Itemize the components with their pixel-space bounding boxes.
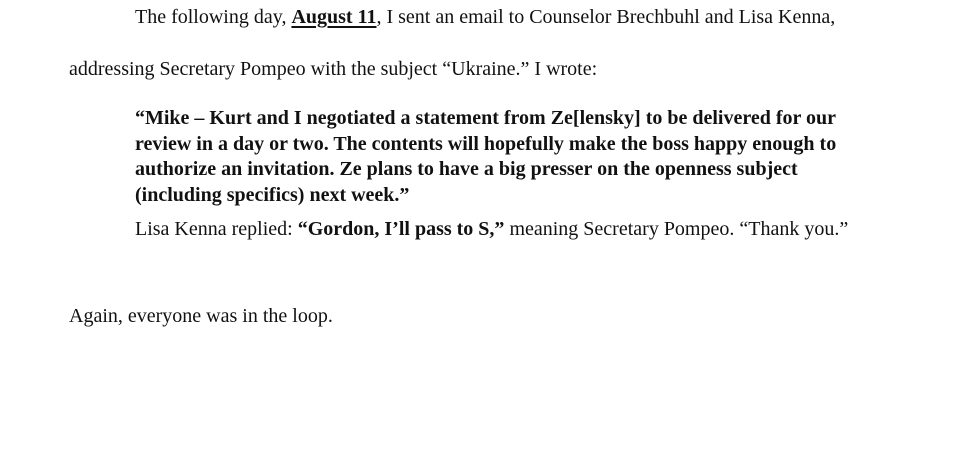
reply-rest: meaning Secretary Pompeo. “Thank you.” xyxy=(504,218,849,240)
paragraph-1-line-2: addressing Secretary Pompeo with the subject “Ukraine.” I wrote: xyxy=(69,58,598,80)
reply-line xyxy=(135,217,848,241)
quote-line: (including specifics) next week.” xyxy=(135,183,410,206)
reply-lead: Lisa Kenna replied: xyxy=(135,218,298,240)
reply-quote: “Gordon, I’ll pass to S,” xyxy=(297,218,505,240)
quote-line: review in a day or two. The contents will hopefully make the boss happy enough to xyxy=(135,132,837,155)
quote-line: “Mike – Kurt and I negotiated a statement from Ze[lensky] to be delivered for our xyxy=(135,107,837,129)
paragraph-1-line-1 xyxy=(135,5,835,29)
paragraph-1-rest: , I sent an email to Counselor Brechbuhl and Lisa Kenna, xyxy=(376,6,836,28)
email-quote xyxy=(135,106,935,208)
conclusion-line: Again, everyone was in the loop. xyxy=(69,305,333,327)
quote-line: authorize an invitation. Ze plans to have a big presser on the openness subject xyxy=(135,158,798,180)
date-august-11: August 11 xyxy=(291,6,377,28)
paragraph-1-lead: The following day, xyxy=(135,6,292,28)
